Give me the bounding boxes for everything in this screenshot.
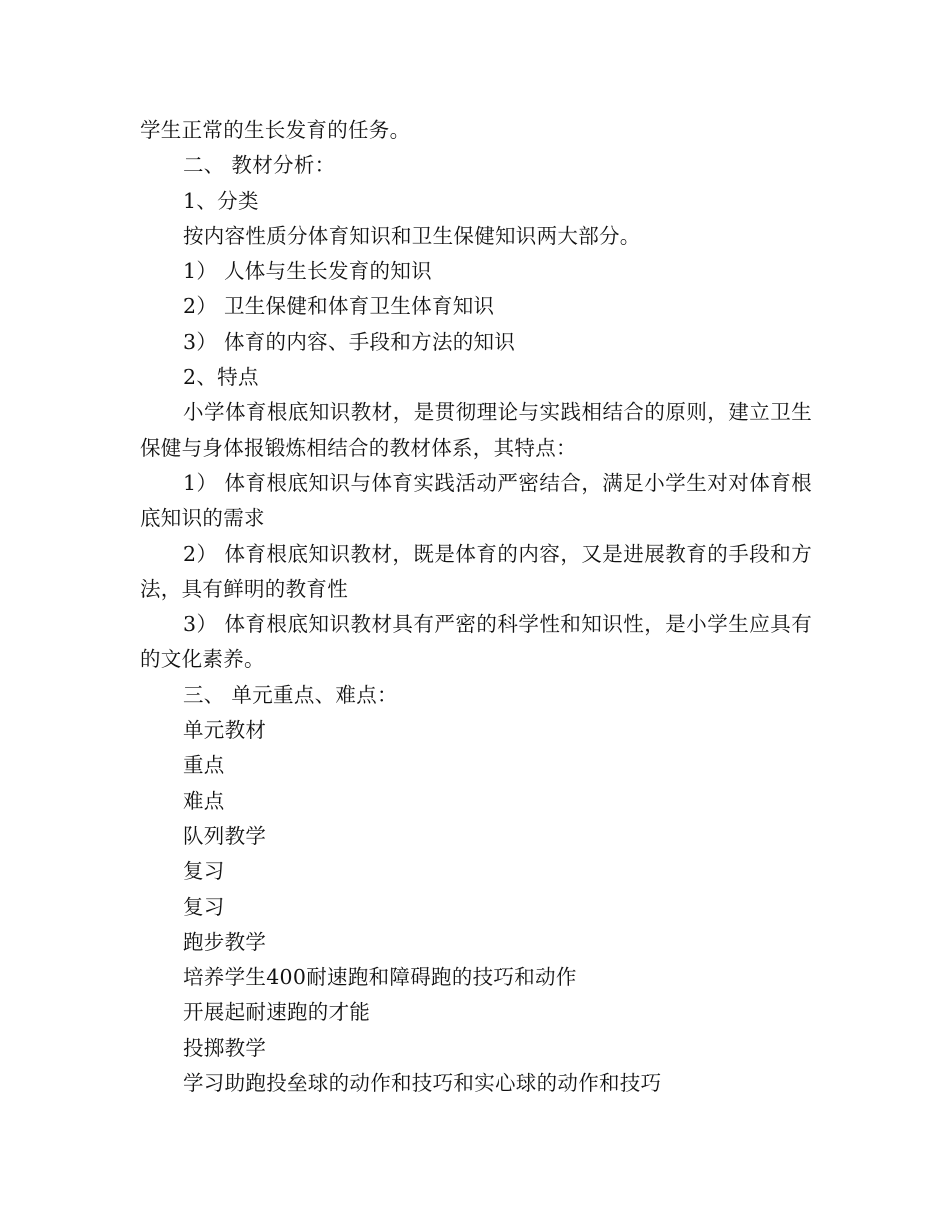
text-line: 跑步教学: [183, 929, 267, 954]
list-item: 3） 体育的内容、手段和方法的知识: [183, 329, 516, 354]
section-heading-unit-key-points: 三、 单元重点、难点：: [183, 682, 398, 707]
text-line: 开展起耐速跑的才能: [183, 1000, 371, 1025]
paragraph-list-item: 2） 体育根底知识教材，既是体育的内容，又是进展教育的手段和方法，具有鲜明的教育性: [140, 541, 812, 601]
text-line: 重点: [183, 753, 225, 778]
text-line: 按内容性质分体育知识和卫生保健知识两大部分。: [183, 223, 641, 248]
paragraph-list-item: 1） 体育根底知识与体育实践活动严密结合，满足小学生对对体育根底知识的需求: [140, 470, 812, 531]
subheading-classification: 1、分类: [183, 188, 259, 213]
list-item: 2） 卫生保健和体育卫生体育知识: [183, 294, 495, 319]
text-line: 投掷教学: [183, 1035, 267, 1060]
document-body: [140, 113, 812, 1101]
subheading-features: 2、特点: [183, 365, 259, 390]
paragraph-list-item: 3） 体育根底知识教材具有严密的科学性和知识性，是小学生应具有的文化素养。: [140, 612, 812, 672]
text-line: 学习助跑投垒球的动作和技巧和实心球的动作和技巧: [183, 1071, 662, 1096]
text-line: 培养学生400耐速跑和障碍跑的技巧和动作: [183, 965, 577, 990]
text-line: 学生正常的生长发育的任务。: [140, 118, 411, 142]
section-heading-textbook-analysis: 二、 教材分析：: [183, 153, 336, 178]
list-item: 1） 人体与生长发育的知识: [183, 259, 432, 284]
text-line: 复习: [183, 859, 225, 884]
paragraph: 小学体育根底知识教材，是贯彻理论与实践相结合的原则，建立卫生保健与身体报锻炼相结合的教材体系，其特点：: [140, 400, 812, 460]
text-line: 难点: [183, 788, 225, 813]
text-line: 队列教学: [183, 823, 267, 848]
text-line: 单元教材: [183, 718, 267, 743]
text-line: 复习: [183, 894, 225, 919]
